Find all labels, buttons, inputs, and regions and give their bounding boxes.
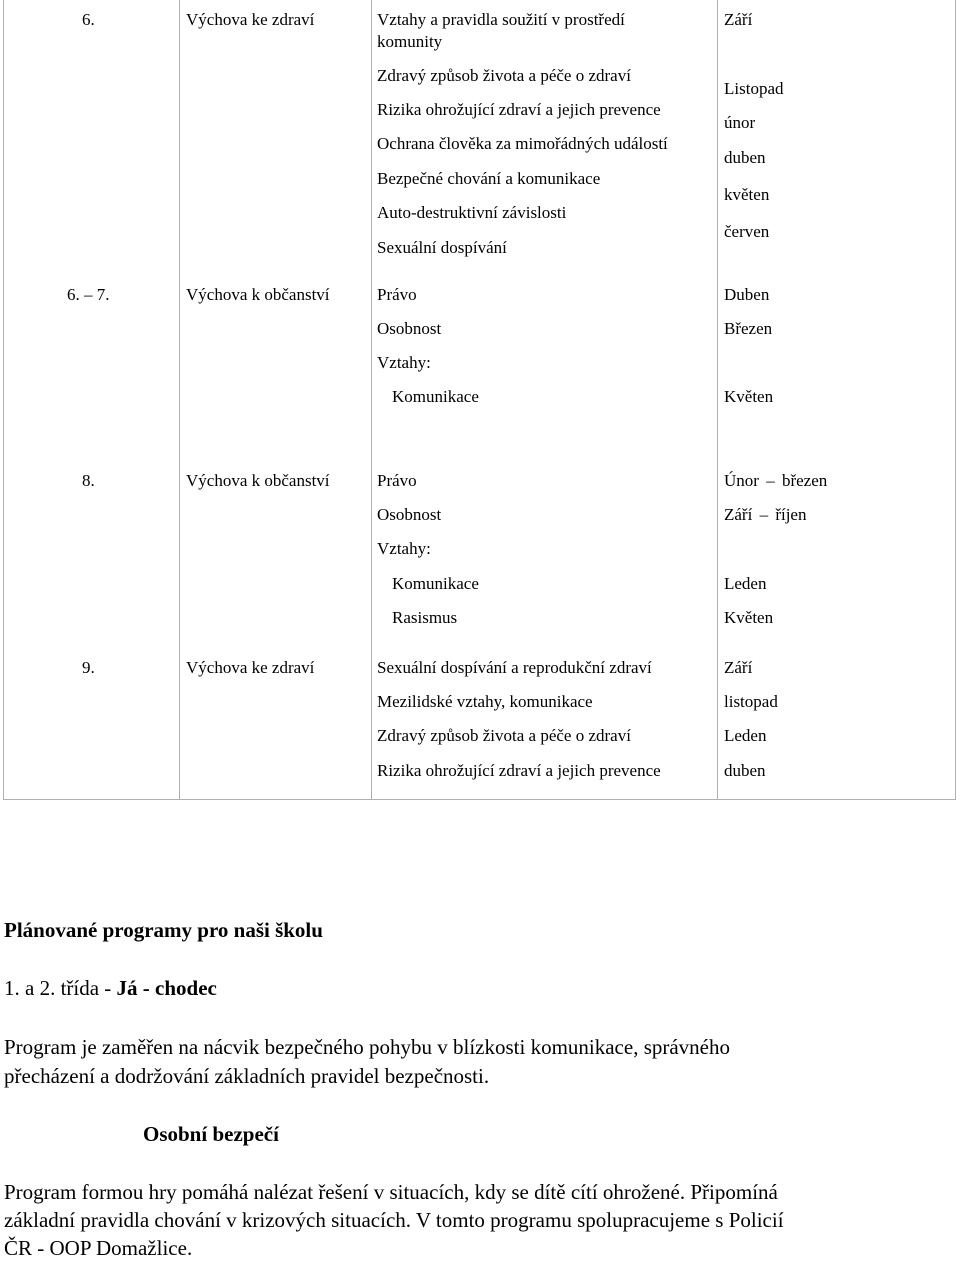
table-border-right [955,0,956,800]
grade-cell: 6. [82,10,95,29]
program2-description-line: základní pravidla chování v krizových situacích. V tomto programu spolupracujeme s Policií [4,1208,784,1232]
month-item: květen [724,185,770,204]
topic-item: Osobnost [377,319,442,338]
table-divider-3 [717,0,718,800]
month-item: Březen [724,319,773,338]
topic-item: Rizika ohrožující zdraví a jejich prevence [377,100,661,119]
topic-item: Právo [377,471,417,490]
program1-description-line: přecházení a dodržování základních pravidel bezpečnosti. [4,1064,490,1088]
table-border-bottom [3,799,956,800]
topic-item: Sexuální dospívání a reprodukční zdraví [377,658,652,677]
topic-item: Rasismus [392,608,458,627]
grade-cell: 8. [82,471,95,490]
program2-description-line: Program formou hry pomáhá nalézat řešení v situacích, kdy se dítě cítí ohrožené. Připomíná [4,1180,778,1204]
topic-item: Vztahy a pravidla soužití v prostředí komunity [377,10,625,51]
subject-cell: Výchova ke zdraví [186,10,315,29]
month-item: Únor – březen [724,471,828,490]
month-item: Září – říjen [724,505,807,524]
subject-cell: Výchova k občanství [186,285,330,304]
month-item: únor [724,113,756,132]
program1-title [4,974,217,1003]
section-heading: Plánované programy pro naši školu [4,918,323,942]
table-divider-2 [371,0,372,800]
program2-description-line: ČR - OOP Domažlice. [4,1236,193,1260]
topic-item: Auto-destruktivní závislosti [377,203,567,222]
topic-item: Zdravý způsob života a péče o zdraví [377,66,631,85]
topic-item: Právo [377,285,417,304]
table-divider-1 [179,0,180,800]
month-item: duben [724,761,766,780]
grade-cell: 6. – 7. [67,285,110,304]
topic-item: Mezilidské vztahy, komunikace [377,692,593,711]
subject-cell: Výchova k občanství [186,471,330,490]
month-item: Květen [724,608,774,627]
topic-item: Zdravý způsob života a péče o zdraví [377,726,631,745]
topic-item: Osobnost [377,505,442,524]
topic-item: Komunikace [392,574,479,593]
month-item: Září [724,10,753,29]
program2-title: Osobní bezpečí [143,1122,279,1146]
month-item: Květen [724,387,774,406]
month-item: duben [724,148,766,167]
topic-item: Komunikace [392,387,479,406]
program1-grade: 1. a 2. třída - [4,976,117,1000]
month-item: červen [724,222,770,241]
program1-description-line: Program je zaměřen na nácvik bezpečného pohybu v blízkosti komunikace, správného [4,1035,731,1059]
month-item: listopad [724,692,778,711]
topic-item: Vztahy: [377,539,431,558]
subject-cell: Výchova ke zdraví [186,658,315,677]
month-item: Listopad [724,79,784,98]
table-border-left [3,0,4,800]
topic-item: Vztahy: [377,353,431,372]
grade-cell: 9. [82,658,95,677]
month-item: Září [724,658,753,677]
month-item: Leden [724,574,767,593]
program1-name: Já - chodec [116,976,217,1000]
topic-item: Ochrana člověka za mimořádných událostí [377,134,668,153]
month-item: Leden [724,726,767,745]
topic-item: Rizika ohrožující zdraví a jejich prevence [377,761,661,780]
topic-item: Bezpečné chování a komunikace [377,169,601,188]
month-item: Duben [724,285,770,304]
topic-item: Sexuální dospívání [377,238,507,257]
